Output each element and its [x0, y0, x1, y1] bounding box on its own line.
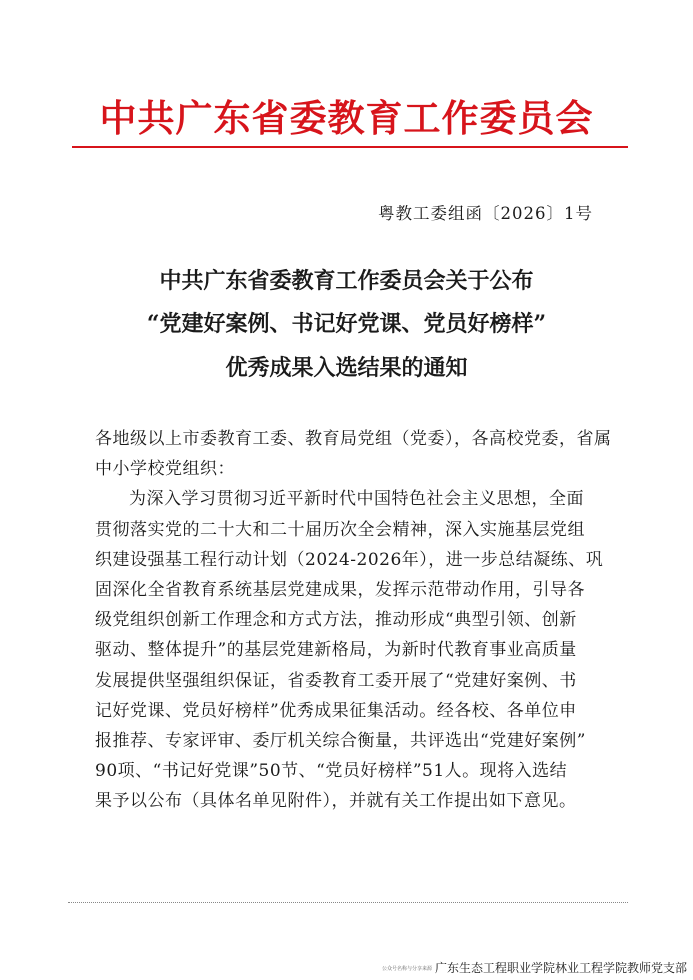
title-line-2: “党建好案例、书记好党课、党员好榜样”: [146, 311, 547, 337]
body-line: 发展提供坚强组织保证，省委教育工委开展了“党建好案例、书: [95, 670, 577, 691]
body-line: 级党组织创新工作理念和方式方法，推动形成“典型引领、创新: [95, 610, 577, 631]
body-line: 驱动、整体提升”的基层党建新格局，为新时代教育事业高质量: [95, 640, 577, 661]
body-line: 各地级以上市委教育工委、教育局党组（党委），各高校党委，省属: [95, 429, 612, 449]
title-line-3: 优秀成果入选结果的通知: [225, 355, 468, 381]
watermark-small-text: 公众号名称与分享来源: [381, 966, 432, 972]
title-line-1: 中共广东省委教育工作委员会关于公布: [159, 268, 534, 294]
body-line: 90项、“书记好党课”50节、“党员好榜样”51人。现将入选结: [95, 761, 568, 782]
body-line: 记好党课、党员好榜样”优秀成果征集活动。经各校、各单位申: [95, 700, 577, 721]
body-line: 贯彻落实党的二十大和二十届历次全会精神，深入实施基层党组: [95, 519, 585, 540]
footer-dotted-rule: [68, 902, 628, 903]
body-line: 果予以公布（具体名单见附件），并就有关工作提出如下意见。: [95, 791, 577, 812]
source-watermark: [382, 959, 687, 976]
masthead-red-rule: [72, 146, 628, 148]
document-number: 粤教工委组函〔2026〕1号: [378, 204, 593, 223]
body-text: [95, 424, 612, 816]
body-line: 织建设强基工程行动计划（2024-2026年），进一步总结凝练、巩: [95, 549, 604, 570]
body-line: 中小学校党组织：: [95, 459, 235, 480]
document-masthead: 中共广东省委教育工作委员会: [99, 96, 594, 140]
watermark-text: 广东生态工程职业学院林业工程学院教师党支部: [434, 961, 687, 975]
body-line: 为深入学习贯彻习近平新时代中国特色社会主义思想，全面: [129, 489, 584, 510]
body-line: 固深化全省教育系统基层党建成果，发挥示范带动作用，引导各: [95, 579, 585, 600]
body-line: 报推荐、专家评审、委厅机关综合衡量，共评选出“党建好案例”: [95, 730, 586, 751]
